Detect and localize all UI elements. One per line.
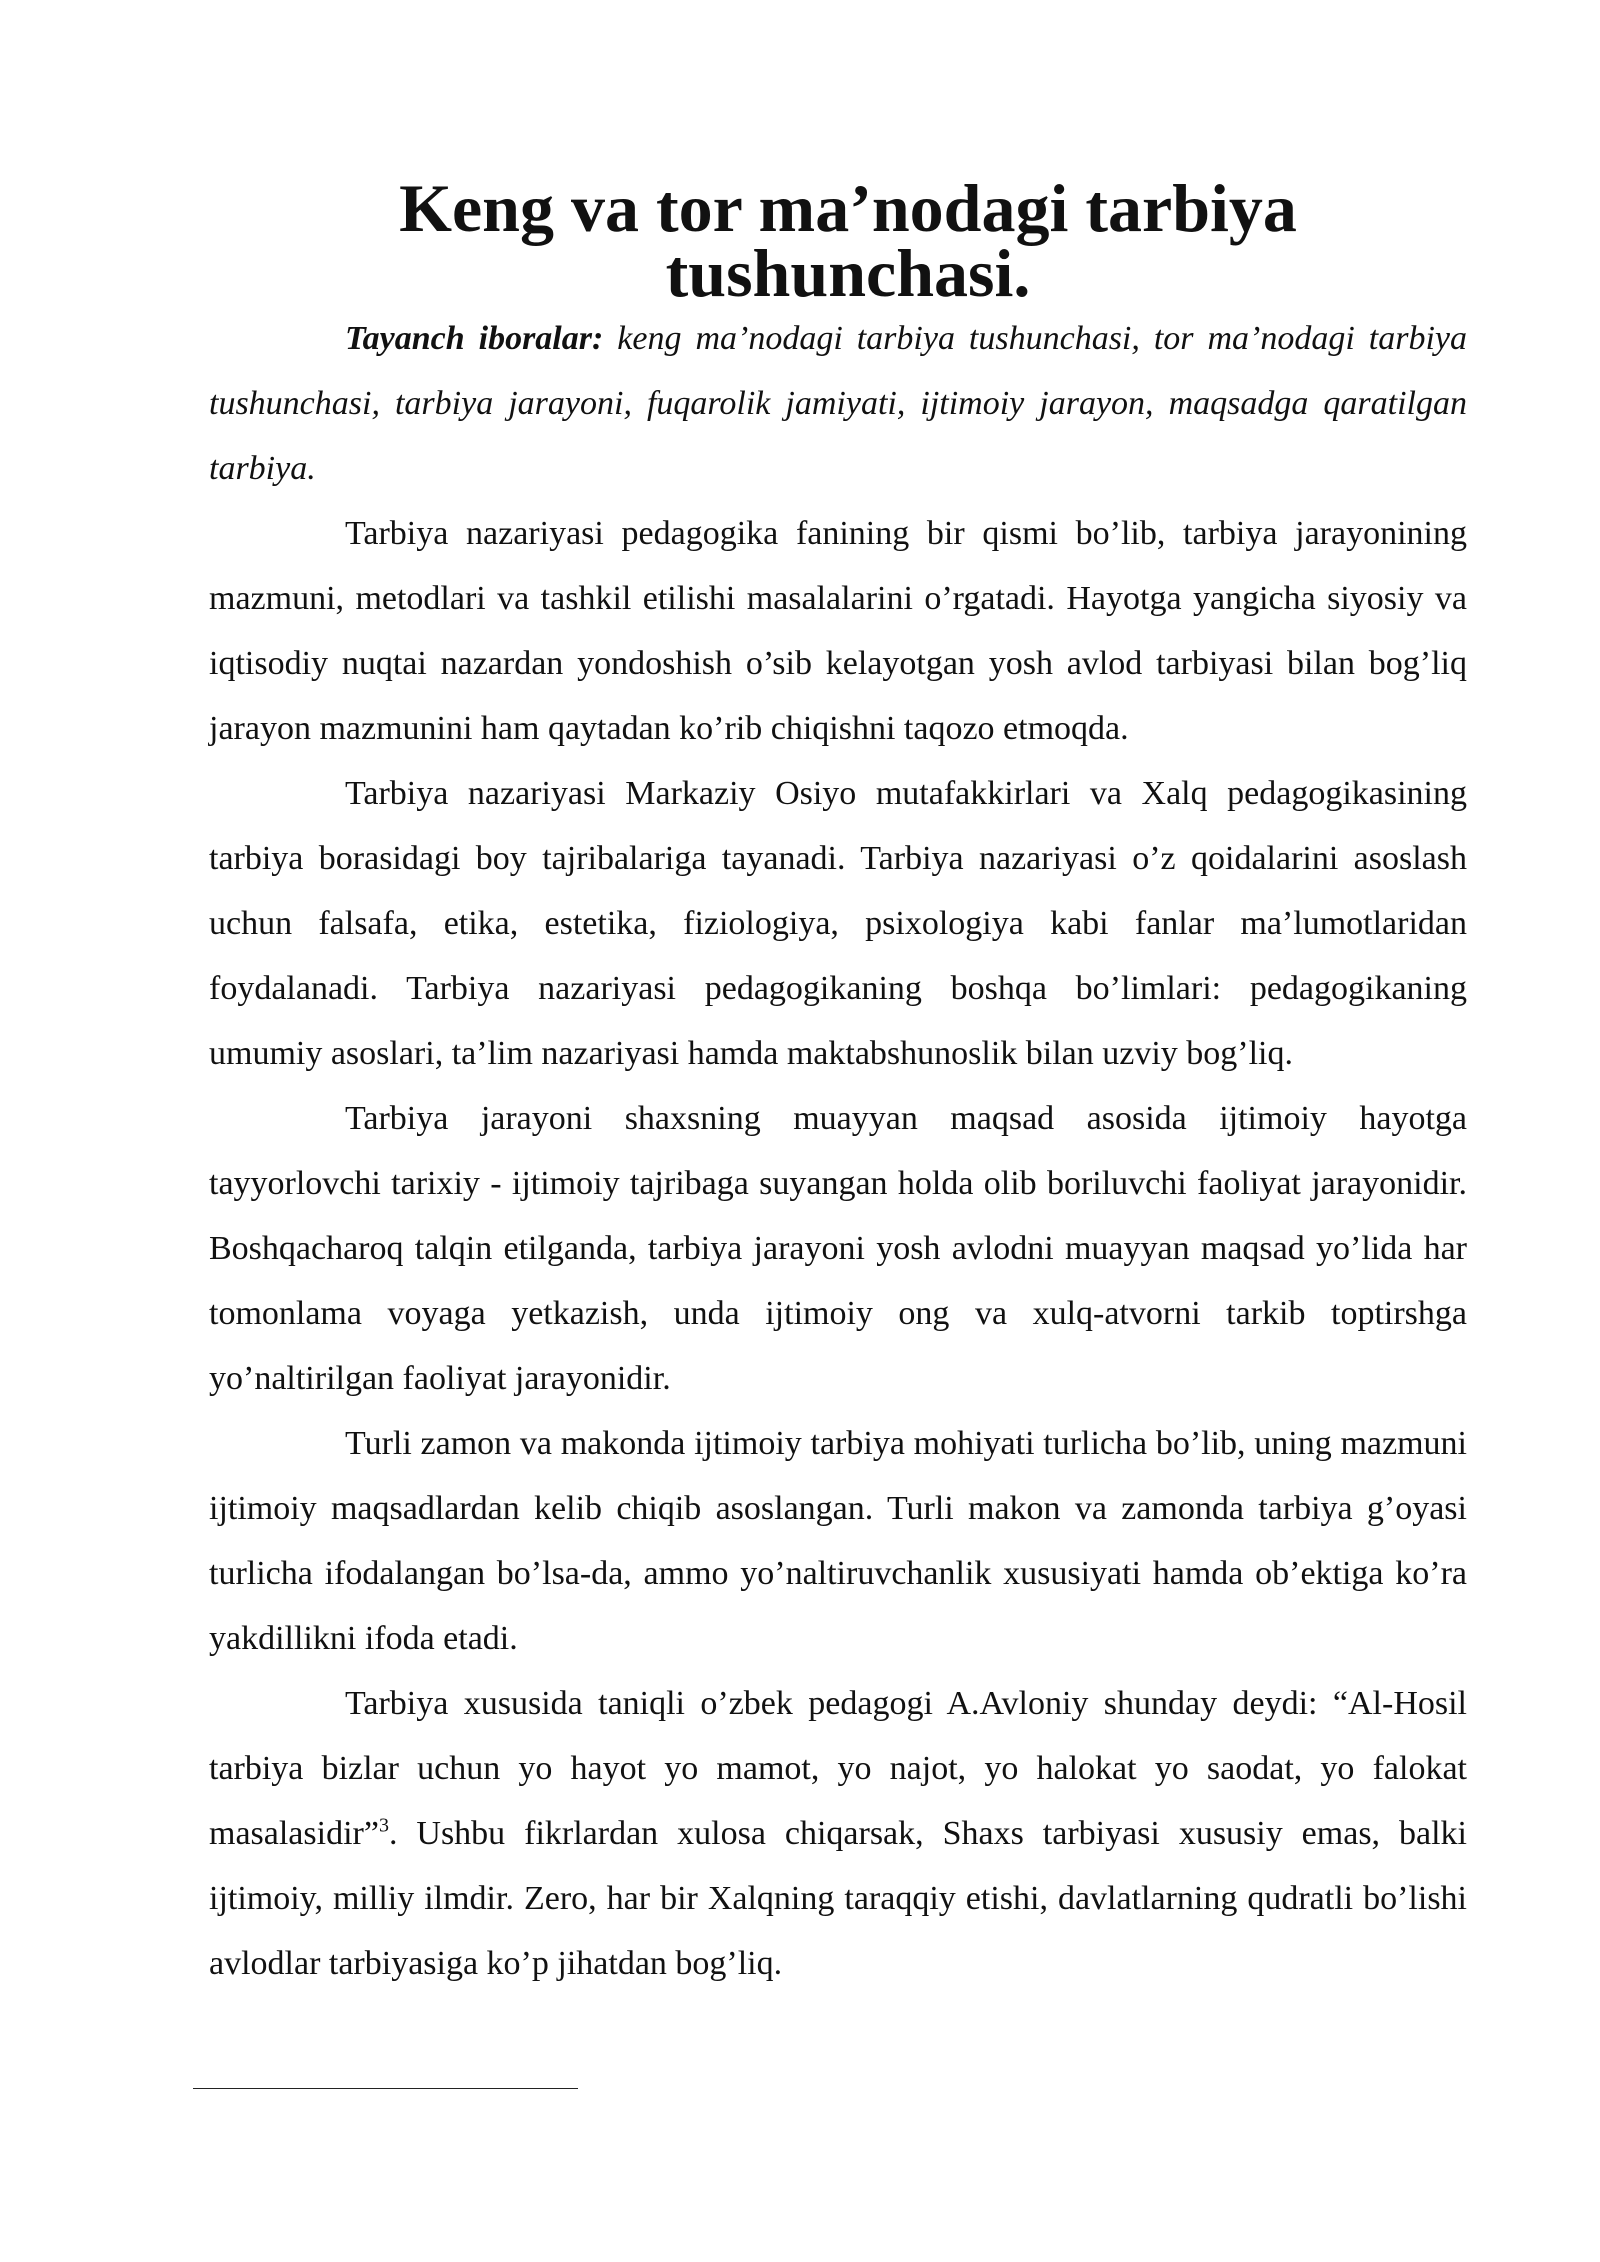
quote-text: Tarbiya xususida taniqli o’zbek pedagogi A.Avloniy shunday deydi: “Al-Hosil tarbiya bizlar uchun yo hayot yo mamot, yo najot, yo halokat yo saodat, yo falokat masalasidir” — [209, 1685, 1467, 1852]
keywords-label: Tayanch iboralar: — [345, 320, 604, 357]
footnote-separator — [193, 2088, 578, 2089]
keywords-text: keng ma’nodagi tarbiya tushunchasi, tor ma’nodagi tarbiya tushunchasi, tarbiya jarayoni, fuqarolik jamiyati, ijtimoiy jarayon, maqsadga qaratilgan tarbiya. — [209, 320, 1468, 487]
paragraph-avloniy-quote — [209, 1671, 1467, 1996]
document-body — [209, 170, 1468, 1996]
paragraph-theory-sources: Tarbiya nazariyasi Markaziy Osiyo mutafakkirlari va Xalq pedagogikasining tarbiya borasidagi boy tajribalariga tayanadi. Tarbiya nazariyasi o’z qoidalarini asoslash uchun falsafa, etika, estetika, fiziologiya, psixologiya kabi fanlar ma’lumotlaridan foydalanadi. Tarbiya nazariyasi pedagogikaning boshqa bo’limlari: pedagogikaning umumiy asoslari, ta’lim nazariyasi hamda maktabshunoslik bilan uzviy bog’liq. — [209, 775, 1467, 1072]
paragraph-upbringing-process: Tarbiya jarayoni shaxsning muayyan maqsad asosida ijtimoiy hayotga tayyorlovchi tarixiy - ijtimoiy tajribaga suyangan holda olib boriluvchi faoliyat jarayonidir. Boshqacharoq talqin etilganda, tarbiya jarayoni yosh avlodni muayyan maqsad yo’lida har tomonlama voyaga yetkazish, unda ijtimoiy ong va xulq-atvorni tarkib toptirshga yo’naltirilgan faoliyat jarayonidir. — [209, 1100, 1467, 1397]
quote-conclusion: . Ushbu fikrlardan xulosa chiqarsak, Shaxs tarbiyasi xususiy emas, balki ijtimoiy, milliy ilmdir. Zero, har bir Xalqning taraqqiy etishi, davlatlarning qudratli bo’lishi avlodlar tarbiyasiga ko’p jihatdan bog’liq. — [209, 1815, 1467, 1982]
footnote-reference: 3 — [378, 1814, 389, 1837]
paragraph-social-upbringing: Turli zamon va makonda ijtimoiy tarbiya mohiyati turlicha bo’lib, uning mazmuni ijtimoiy maqsadlardan kelib chiqib asoslangan. Turli makon va zamonda tarbiya g’oyasi turlicha ifodalangan bo’lsa-da, ammo yo’naltiruvchanlik xususiyati hamda ob’ektiga ko’ra yakdillikni ifoda etadi. — [209, 1425, 1467, 1657]
document-title: Keng va tor ma’nodagi tarbiya tushunchasi. — [399, 170, 1297, 311]
keywords-paragraph — [209, 306, 1467, 501]
paragraph-theory-definition: Tarbiya nazariyasi pedagogika fanining bir qismi bo’lib, tarbiya jarayonining mazmuni, metodlari va tashkil etilishi masalalarini o’rgatadi. Hayotga yangicha siyosiy va iqtisodiy nuqtai nazardan yondoshish o’sib kelayotgan yosh avlod tarbiyasi bilan bog’liq jarayon mazmunini ham qaytadan ko’rib chiqishni taqozo etmoqda. — [209, 515, 1467, 747]
